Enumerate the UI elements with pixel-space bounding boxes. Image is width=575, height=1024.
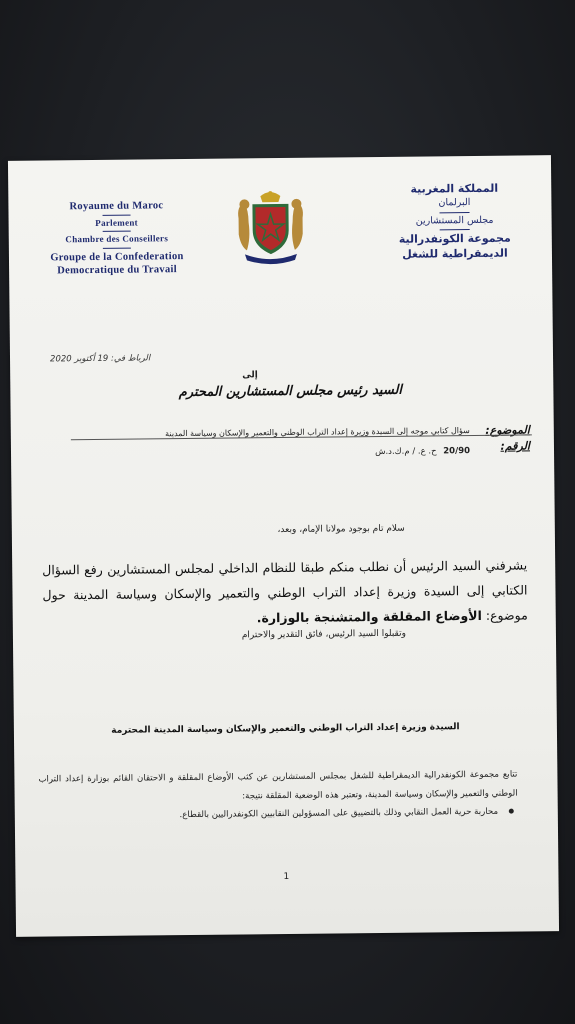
letterhead-fr-chamber: Chambre des Conseillers [65,233,169,245]
reference-number: 20/90 [443,446,471,457]
bullet-icon [509,809,514,814]
letterhead-ar-parliament: البرلمان [438,196,471,209]
list-item-text: محاربة حرية العمل النقابي وذلك بالتضييق على المسؤولين النقابيين الكونفدراليين بالقطاع. [179,806,499,821]
recipient-prefix: إلى [242,370,258,381]
letterhead-french [26,199,207,278]
list-item [39,807,514,822]
letterhead-fr-confederation: Democratique du Travail [57,263,177,277]
greeting: سلام تام بوجود مولانا الإمام، وبعد، [277,523,405,536]
letterhead-fr-group: Groupe de la Confederation [50,250,184,264]
reference-value [375,446,470,457]
letterhead-ar-kingdom: المملكة المغربية [410,181,499,196]
reference-label: الرقم: [500,439,531,453]
letterhead-divider [103,231,131,232]
minister-addressee: السيدة وزيرة إعداد التراب الوطني والتعمير والإسكان وسياسة المدينة المحترمة [111,722,460,736]
body-emphasis: الأوضاع المقلقة والمتشنجة بالوزارة. [256,607,482,626]
subject-label: الموضوع: [485,423,530,437]
moroccan-coat-of-arms-icon [230,188,311,267]
subject-text: سؤال كتابي موجه إلى السيدة وزيرة إعداد التراب الوطني والتعمير والإسكان وسياسة المدينة [165,426,470,439]
closing-salutation: وتقبلوا السيد الرئيس، فائق التقدير والاحترام [241,628,406,641]
letterhead-arabic [379,181,530,263]
recipient-title: السيد رئيس مجلس المستشارين المحترم [178,382,403,401]
letterhead-ar-confederation: الديمقراطية للشغل [402,246,508,262]
letterhead-divider [103,247,131,248]
reference-code: ح. ع. / م.ك.د.ش [375,446,437,458]
second-paragraph: تتابع مجموعة الكونفدرالية الديمقراطية للشغل بمجلس المستشارين عن كثب الأوضاع المقلقة و الاحتقان القائم بوزارة إعداد التراب الوطني والتعمير والإسكان وسياسة المدينة، وتعتبر هذه الوضعية المقلقة نتيجة: [38,769,518,802]
letterhead-divider [440,230,470,231]
letterhead-fr-parliament: Parlement [95,217,139,229]
letterhead-ar-chamber: مجلس المستشارين [415,214,494,227]
letterhead-divider [440,212,470,213]
letter-date: الرباط في: 19 أكتوبر 2020 [49,353,151,365]
letter-page [8,155,559,937]
page-number: 1 [283,871,290,883]
body-text: يشرفني السيد الرئيس أن نطلب منكم طبقا للنظام الداخلي لمجلس المستشارين رفع السؤال الكتابي إلى السيدة وزيرة إعداد التراب الوطني والتعمير والإسكان وسياسة المدينة حول موضوع: [42,557,528,623]
letterhead-divider [103,215,131,216]
body-paragraph [42,552,528,632]
letterhead-ar-group: مجموعة الكونفدرالية [398,232,511,247]
letterhead-fr-kingdom: Royaume du Maroc [69,200,164,213]
